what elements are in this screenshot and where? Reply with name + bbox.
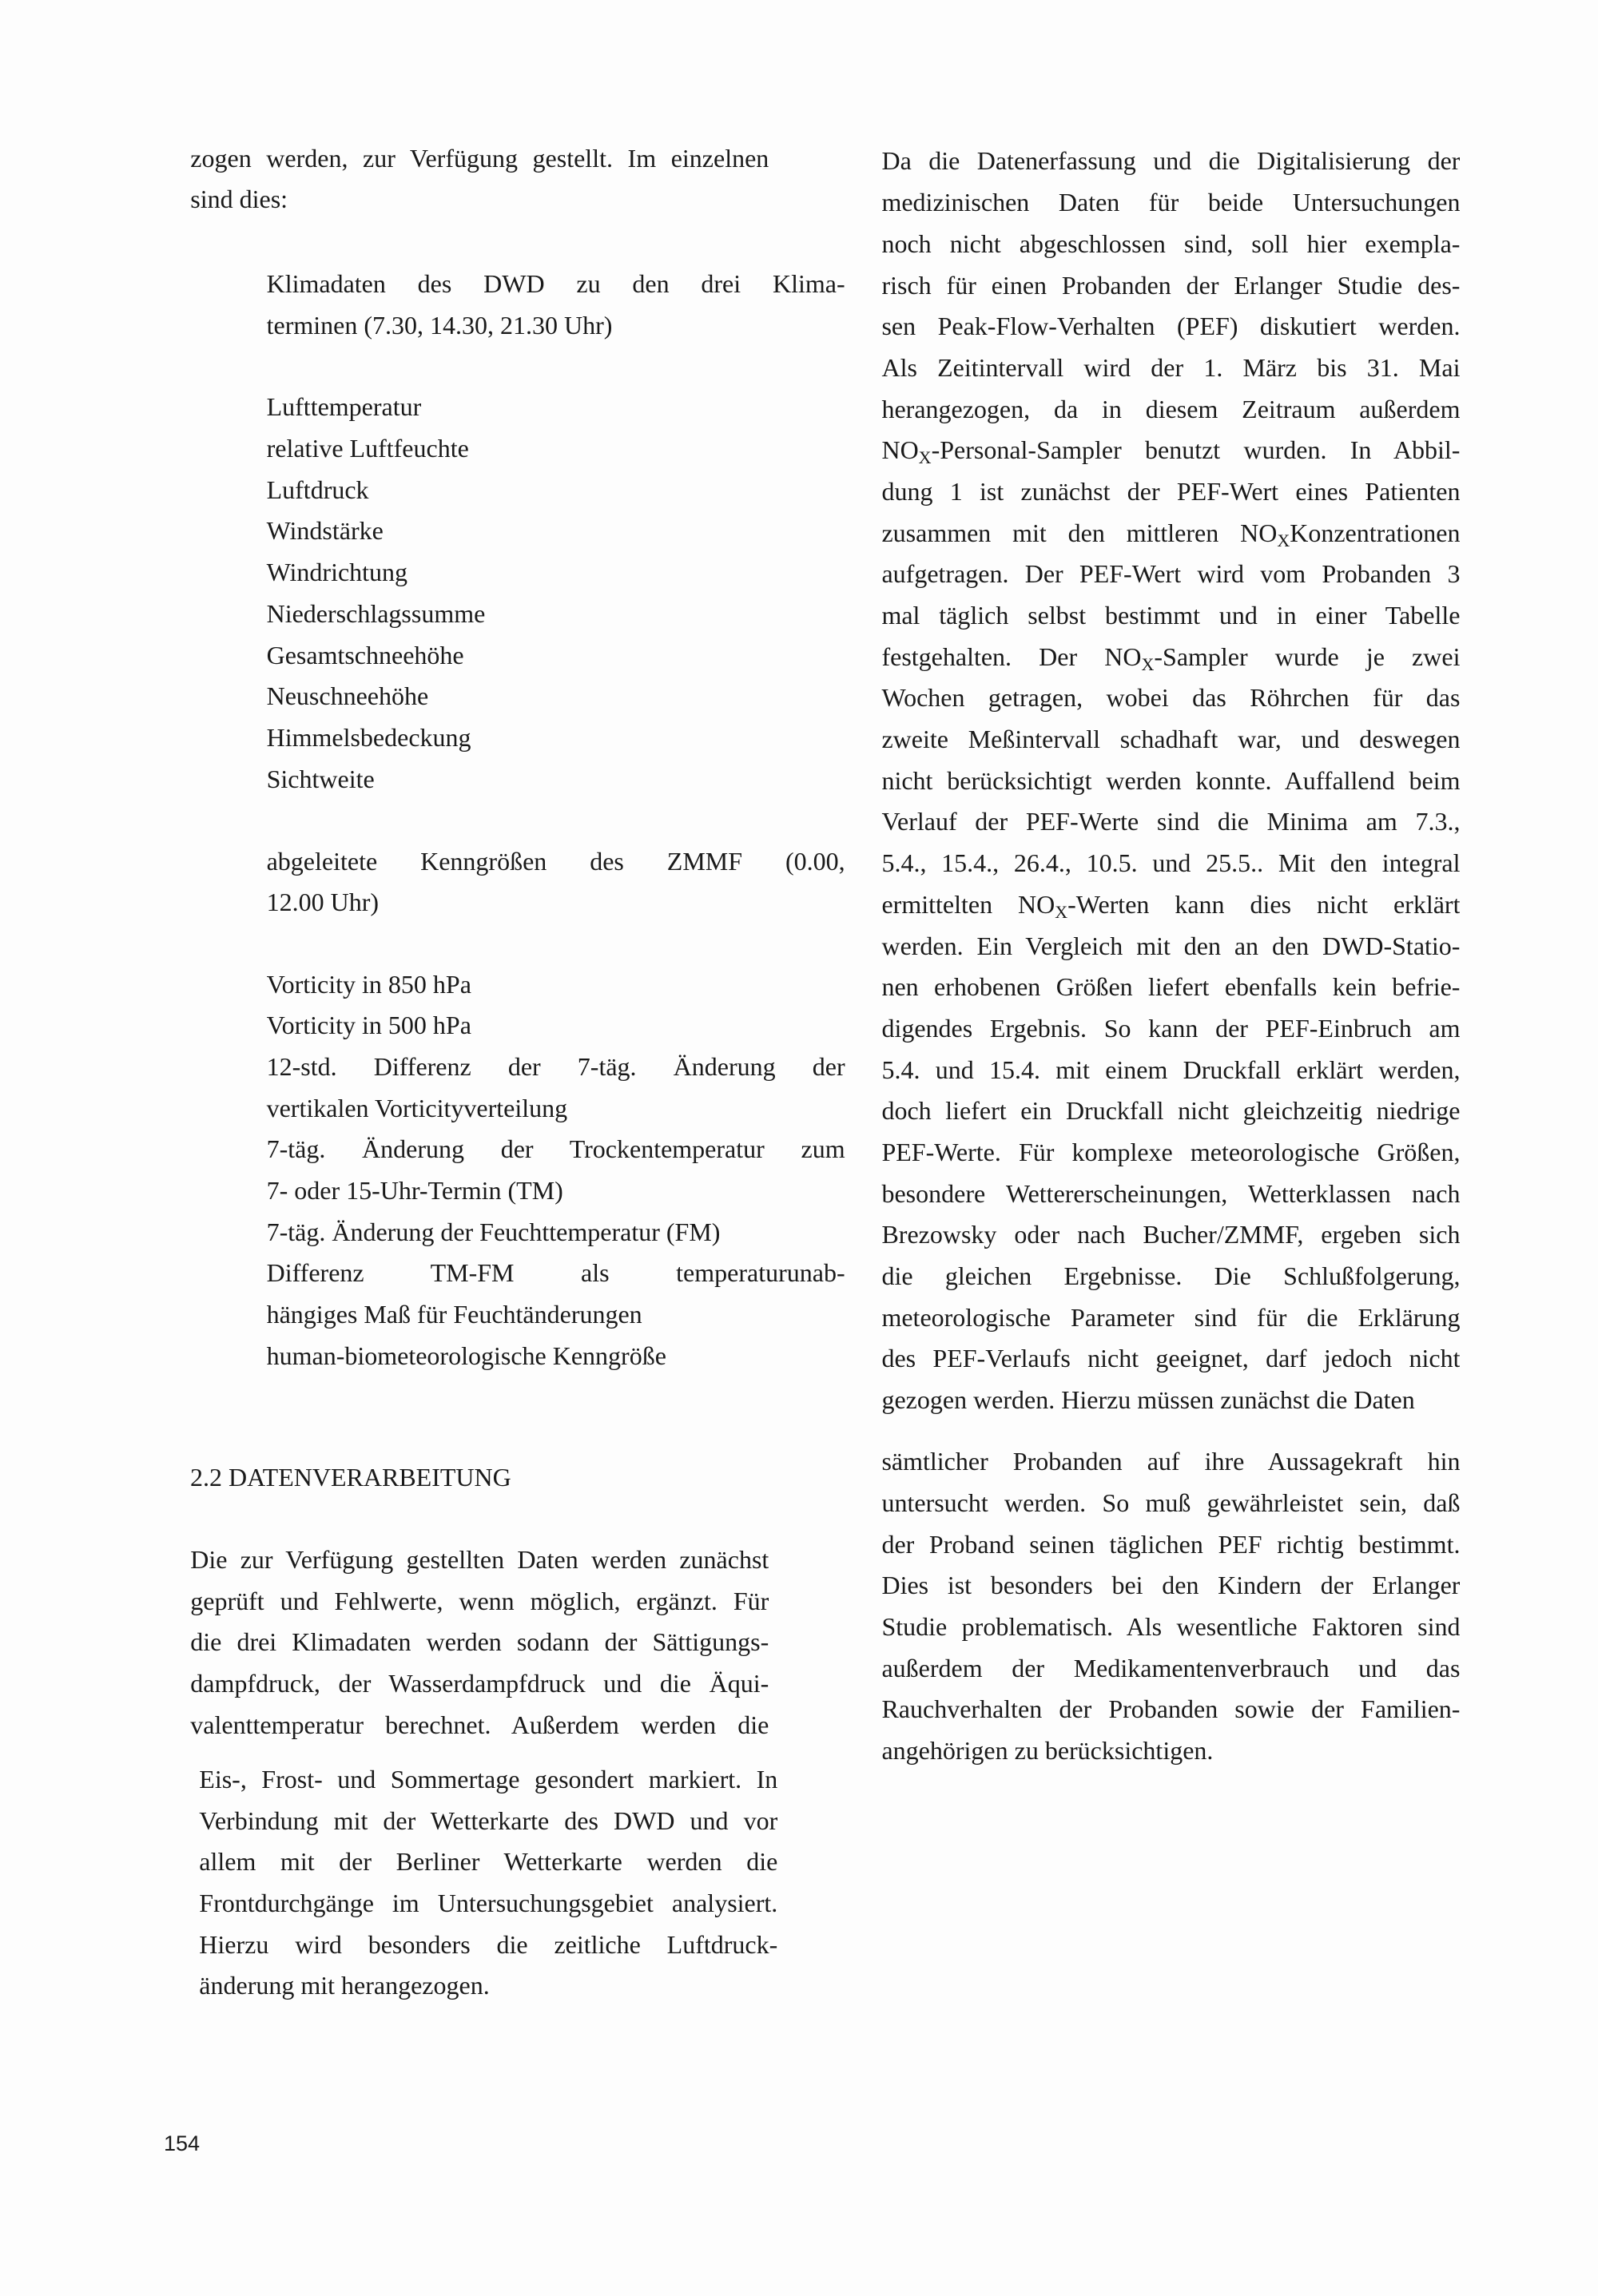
text-line: dampfdruck, der Wasserdampfdruck und die Äqui- bbox=[190, 1669, 769, 1698]
text-line bbox=[881, 513, 1460, 554]
text-line: Himmelsbedeckung bbox=[266, 722, 471, 752]
text-line: sen Peak-Flow-Verhalten (PEF) diskutiert werden. bbox=[881, 312, 1461, 341]
text-line: Differenz TM-FM als temperaturunab- bbox=[266, 1258, 845, 1288]
text-line: sämtlicher Probanden auf ihre Aussagekraft hin bbox=[881, 1447, 1461, 1476]
text-line: werden. Ein Vergleich mit den an den DWD-Statio- bbox=[881, 931, 1461, 960]
text-segment: NO bbox=[881, 435, 919, 465]
text-segment: -Sampler wurde je zwei bbox=[1154, 642, 1461, 671]
text-line: digendes Ergebnis. So kann der PEF-Einbruch am bbox=[881, 1013, 1461, 1043]
text-line: nicht berücksichtigt werden konnte. Auffallend beim bbox=[881, 765, 1461, 795]
text-line: allem mit der Berliner Wetterkarte werden die bbox=[199, 1847, 778, 1877]
text-line: sind dies: bbox=[190, 185, 288, 214]
text-line: Lufttemperatur bbox=[266, 392, 422, 422]
text-line: Verbindung mit der Wetterkarte des DWD und vor bbox=[199, 1805, 778, 1835]
text-line: Vorticity in 500 hPa bbox=[266, 1011, 471, 1040]
text-line: Da die Datenerfassung und die Digitalisierung der bbox=[881, 146, 1461, 176]
text-line: herangezogen, da in diesem Zeitraum außerdem bbox=[881, 394, 1461, 423]
text-line: abgeleitete Kenngrößen des ZMMF (0.00, bbox=[266, 846, 845, 876]
text-line: Windrichtung bbox=[266, 558, 408, 587]
text-line: besondere Wettererscheinungen, Wetterklassen nach bbox=[881, 1178, 1461, 1208]
text-line: geprüft und Fehlwerte, wenn möglich, ergänzt. Für bbox=[190, 1586, 769, 1615]
text-block bbox=[881, 1441, 1460, 1772]
text-line: nen erhobenen Größen liefert ebenfalls kein befrie- bbox=[881, 972, 1461, 1002]
text-line: außerdem der Medikamentenverbrauch und das bbox=[881, 1653, 1461, 1682]
text-line: Studie problematisch. Als wesentliche Faktoren sind bbox=[881, 1611, 1461, 1641]
subscript: X bbox=[1277, 530, 1290, 550]
page-number: 154 bbox=[164, 2131, 201, 2155]
text-line: Gesamtschneehöhe bbox=[266, 640, 464, 669]
text-block bbox=[267, 264, 845, 346]
text-line: valenttemperatur berechnet. Außerdem werden die bbox=[190, 1710, 769, 1739]
text-line: 7-täg. Änderung der Trockentemperatur zum bbox=[266, 1134, 845, 1164]
text-line: Vorticity in 850 hPa bbox=[266, 969, 471, 999]
text-line: relative Luftfeuchte bbox=[266, 434, 469, 463]
text-line: doch liefert ein Druckfall nicht gleichzeitig niedrige bbox=[881, 1096, 1461, 1126]
text-line: die drei Klimadaten werden sodann der Sättigungs- bbox=[190, 1627, 769, 1657]
text-block bbox=[881, 141, 1460, 1420]
text-line: angehörigen zu berücksichtigen. bbox=[881, 1735, 1214, 1765]
text-line: 7-täg. Änderung der Feuchttemperatur (FM) bbox=[266, 1217, 721, 1246]
text-segment: zusammen mit den mittleren NO bbox=[881, 518, 1278, 547]
text-line: Hierzu wird besonders die zeitliche Luftdruck- bbox=[199, 1929, 778, 1959]
text-line: 12.00 Uhr) bbox=[266, 888, 380, 917]
text-line: Wochen getragen, wobei das Röhrchen für das bbox=[881, 683, 1461, 713]
text-line: Verlauf der PEF-Werte sind die Minima am 7.3., bbox=[881, 807, 1461, 836]
text-line: risch für einen Probanden der Erlanger Studie des- bbox=[881, 270, 1461, 300]
text-line: human-biometeorologische Kenngröße bbox=[266, 1341, 666, 1370]
text-line: 5.4., 15.4., 26.4., 10.5. und 25.5.. Mit den integral bbox=[881, 848, 1461, 878]
text-line: dung 1 ist zunächst der PEF-Wert eines Patienten bbox=[881, 476, 1461, 506]
text-line: zweite Meßintervall schadhaft war, und deswegen bbox=[881, 725, 1461, 754]
text-line: Niederschlagssumme bbox=[266, 598, 486, 628]
text-line: 7- oder 15-Uhr-Termin (TM) bbox=[266, 1176, 563, 1206]
text-segment: Konzentrationen bbox=[1290, 518, 1461, 547]
subscript: X bbox=[1055, 901, 1068, 922]
text-line bbox=[881, 430, 1460, 471]
text-line: Windstärke bbox=[266, 516, 384, 546]
text-block bbox=[190, 1539, 769, 1746]
text-block bbox=[267, 964, 845, 1377]
text-line: Brezowsky oder nach Bucher/ZMMF, ergeben sich bbox=[881, 1220, 1461, 1249]
subscript: X bbox=[1141, 653, 1155, 674]
text-line: der Proband seinen täglichen PEF richtig bestimmt. bbox=[881, 1529, 1461, 1559]
text-line: Als Zeitintervall wird der 1. März bis 31. Mai bbox=[881, 352, 1461, 382]
text-line: des PEF-Verlaufs nicht geeignet, darf jedoch nicht bbox=[881, 1344, 1461, 1373]
text-segment: -Werten kann dies nicht erklärt bbox=[1067, 889, 1461, 919]
text-block bbox=[190, 138, 769, 220]
text-line: 5.4. und 15.4. mit einem Druckfall erklärt werden, bbox=[881, 1055, 1461, 1084]
text-line: gezogen werden. Hierzu müssen zunächst die Daten bbox=[881, 1385, 1415, 1415]
text-line: medizinischen Daten für beide Untersuchungen bbox=[881, 188, 1461, 217]
text-line: noch nicht abgeschlossen sind, soll hier exempla- bbox=[881, 228, 1461, 258]
text-line: Luftdruck bbox=[266, 475, 369, 504]
subscript: X bbox=[918, 447, 932, 468]
text-line: zogen werden, zur Verfügung gestellt. Im einzelnen bbox=[190, 143, 769, 173]
text-line: Dies ist besonders bei den Kindern der Erlanger bbox=[881, 1571, 1461, 1600]
text-line: Rauchverhalten der Probanden sowie der Familien- bbox=[881, 1694, 1461, 1724]
text-line bbox=[881, 637, 1460, 678]
text-line: hängiges Maß für Feuchtänderungen bbox=[266, 1300, 642, 1329]
text-line: vertikalen Vorticityverteilung bbox=[266, 1093, 568, 1122]
text-line: 12-std. Differenz der 7-täg. Änderung der bbox=[266, 1051, 845, 1081]
text-line: die gleichen Ergebnisse. Die Schlußfolgerung, bbox=[881, 1261, 1461, 1291]
text-line: untersucht werden. So muß gewährleistet sein, daß bbox=[881, 1488, 1461, 1517]
text-line: Neuschneehöhe bbox=[266, 681, 429, 711]
text-line: Sichtweite bbox=[266, 764, 375, 793]
text-block bbox=[267, 841, 845, 924]
text-line: PEF-Werte. Für komplexe meteorologische Größen, bbox=[881, 1137, 1461, 1166]
text-line: Klimadaten des DWD zu den drei Klima- bbox=[266, 269, 845, 299]
text-line: Frontdurchgänge im Untersuchungsgebiet analysiert. bbox=[199, 1888, 778, 1917]
text-block bbox=[267, 387, 845, 800]
section-heading: 2.2 DATENVERARBEITUNG bbox=[190, 1463, 511, 1492]
text-line: änderung mit herangezogen. bbox=[199, 1971, 490, 2000]
text-segment: festgehalten. Der NO bbox=[881, 642, 1142, 671]
text-segment: -Personal-Sampler benutzt wurden. In Abbil- bbox=[931, 435, 1461, 465]
text-line: mal täglich selbst bestimmt und in einer Tabelle bbox=[881, 601, 1461, 630]
text-line: Die zur Verfügung gestellten Daten werden zunächst bbox=[190, 1544, 769, 1574]
text-line bbox=[881, 884, 1460, 926]
text-block bbox=[199, 1759, 777, 2007]
text-line: aufgetragen. Der PEF-Wert wird vom Probanden 3 bbox=[881, 559, 1461, 589]
text-line: meteorologische Parameter sind für die Erklärung bbox=[881, 1302, 1461, 1332]
text-line: Eis-, Frost- und Sommertage gesondert markiert. In bbox=[199, 1764, 778, 1794]
text-segment: ermittelten NO bbox=[881, 889, 1055, 919]
text-line: terminen (7.30, 14.30, 21.30 Uhr) bbox=[266, 311, 613, 340]
